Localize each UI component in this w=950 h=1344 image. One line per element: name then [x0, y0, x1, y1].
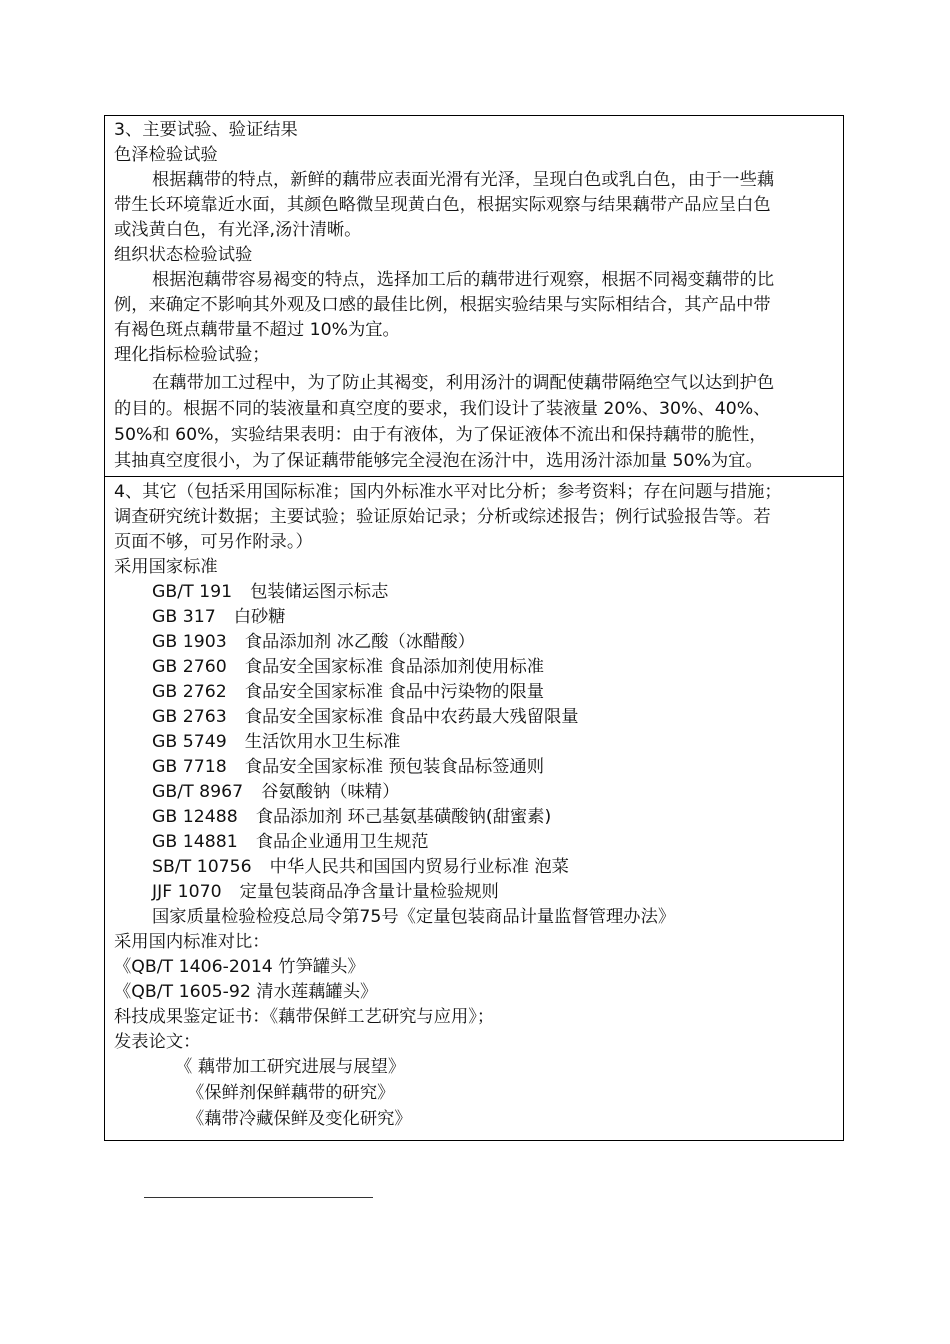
section-4-heading-line: 页面不够，可另作附录。）	[114, 532, 313, 552]
standard-item	[152, 880, 499, 905]
standard-code: GB/T 191	[152, 582, 233, 602]
section-3-heading: 3、主要试验、验证结果	[114, 120, 298, 140]
standard-code: JJF 1070	[152, 882, 222, 902]
section-4-heading-line: 4、其它（包括采用国际标准；国内外标准水平对比分析；参考资料；存在问题与措施；	[114, 482, 782, 502]
section-3-box	[104, 115, 844, 477]
paper-item: 《藕带冷藏保鲜及变化研究》	[187, 1109, 412, 1129]
papers-title: 发表论文：	[114, 1032, 201, 1052]
standard-code: GB 2760	[152, 657, 227, 677]
standard-code: GB 2762	[152, 682, 227, 702]
standard-code: GB 1903	[152, 632, 227, 652]
standard-name: 食品添加剂 环己基氨基磺酸钠(甜蜜素)	[255, 807, 552, 827]
standard-item	[152, 705, 579, 730]
standard-item	[152, 755, 544, 780]
physchem-test-title: 理化指标检验试验；	[114, 345, 270, 365]
standard-item	[152, 630, 475, 655]
physchem-test-line: 其抽真空度很小，为了保证藕带能够完全浸泡在汤汁中，选用汤汁添加量 50%为宜。	[114, 451, 763, 471]
domestic-comparison-title: 采用国内标准对比：	[114, 932, 270, 952]
physchem-test-line: 50%和 60%，实验结果表明：由于有液体，为了保证液体不流出和保持藕带的脆性，	[114, 425, 767, 445]
standard-name: 食品安全国家标准 食品中污染物的限量	[244, 682, 545, 702]
color-test-title: 色泽检验试验	[114, 145, 218, 165]
standard-item	[152, 780, 399, 805]
standard-code: GB/T 8967	[152, 782, 244, 802]
standard-code: GB 7718	[152, 757, 227, 777]
standard-item	[152, 805, 551, 830]
physchem-test-line: 的目的。根据不同的装液量和真空度的要求，我们设计了装液量 20%、30%、40%、	[114, 399, 771, 419]
standard-name: 中华人民共和国国内贸易行业标准 泡菜	[269, 857, 569, 877]
standard-item	[152, 730, 400, 755]
color-test-line: 带生长环境靠近水面，其颜色略微呈现黄白色，根据实际观察与结果藕带产品应呈白色	[114, 195, 771, 215]
standard-name: 生活饮用水卫生标准	[244, 732, 401, 752]
footnote-rule	[144, 1197, 373, 1198]
texture-test-line: 有褐色斑点藕带量不超过 10%为宜。	[114, 320, 400, 340]
standard-item	[152, 605, 286, 630]
standard-code: GB 5749	[152, 732, 227, 752]
standard-name: 食品安全国家标准 预包装食品标签通则	[244, 757, 545, 777]
standard-name: 包装储运图示标志	[250, 582, 389, 602]
paper-item: 《 藕带加工研究进展与展望》	[175, 1057, 406, 1077]
appraisal-certificate: 科技成果鉴定证书：《藕带保鲜工艺研究与应用》；	[114, 1007, 495, 1027]
standard-name: 食品安全国家标准 食品添加剂使用标准	[244, 657, 545, 677]
standard-name: 食品安全国家标准 食品中农药最大残留限量	[244, 707, 579, 727]
standard-name: 食品企业通用卫生规范	[255, 832, 429, 852]
physchem-test-line: 在藕带加工过程中，为了防止其褐变，利用汤汁的调配使藕带隔绝空气以达到护色	[152, 373, 775, 393]
decree-line: 国家质量检验检疫总局令第75号《定量包装商品计量监督管理办法》	[152, 907, 676, 927]
standard-name: 白砂糖	[233, 607, 286, 627]
domestic-standard-item: 《QB/T 1605-92 清水莲藕罐头》	[114, 982, 378, 1002]
standard-name: 谷氨酸钠（味精）	[261, 782, 400, 802]
national-standards-title: 采用国家标准	[114, 557, 218, 577]
texture-test-line: 根据泡藕带容易褐变的特点，选择加工后的藕带进行观察，根据不同褐变藕带的比	[152, 270, 775, 290]
standard-code: GB 14881	[152, 832, 238, 852]
standard-item	[152, 830, 429, 855]
standard-name: 定量包装商品净含量计量检验规则	[239, 882, 499, 902]
standard-code: GB 317	[152, 607, 216, 627]
color-test-line: 根据藕带的特点，新鲜的藕带应表面光滑有光泽，呈现白色或乳白色，由于一些藕	[152, 170, 775, 190]
standard-item	[152, 855, 569, 880]
color-test-line: 或浅黄白色，有光泽,汤汁清晰。	[114, 220, 362, 240]
standard-code: GB 2763	[152, 707, 227, 727]
standard-item	[152, 680, 544, 705]
domestic-standard-item: 《QB/T 1406-2014 竹笋罐头》	[114, 957, 365, 977]
standard-code: SB/T 10756	[152, 857, 252, 877]
standard-name: 食品添加剂 冰乙酸（冰醋酸）	[244, 632, 475, 652]
standard-item	[152, 580, 388, 605]
standard-code: GB 12488	[152, 807, 238, 827]
texture-test-title: 组织状态检验试验	[114, 245, 253, 265]
section-4-box	[104, 476, 844, 1141]
standard-item	[152, 655, 544, 680]
texture-test-line: 例，来确定不影响其外观及口感的最佳比例，根据实验结果与实际相结合，其产品中带	[114, 295, 771, 315]
section-4-heading-line: 调查研究统计数据；主要试验；验证原始记录；分析或综述报告；例行试验报告等。若	[114, 507, 771, 527]
paper-item: 《保鲜剂保鲜藕带的研究》	[187, 1083, 395, 1103]
